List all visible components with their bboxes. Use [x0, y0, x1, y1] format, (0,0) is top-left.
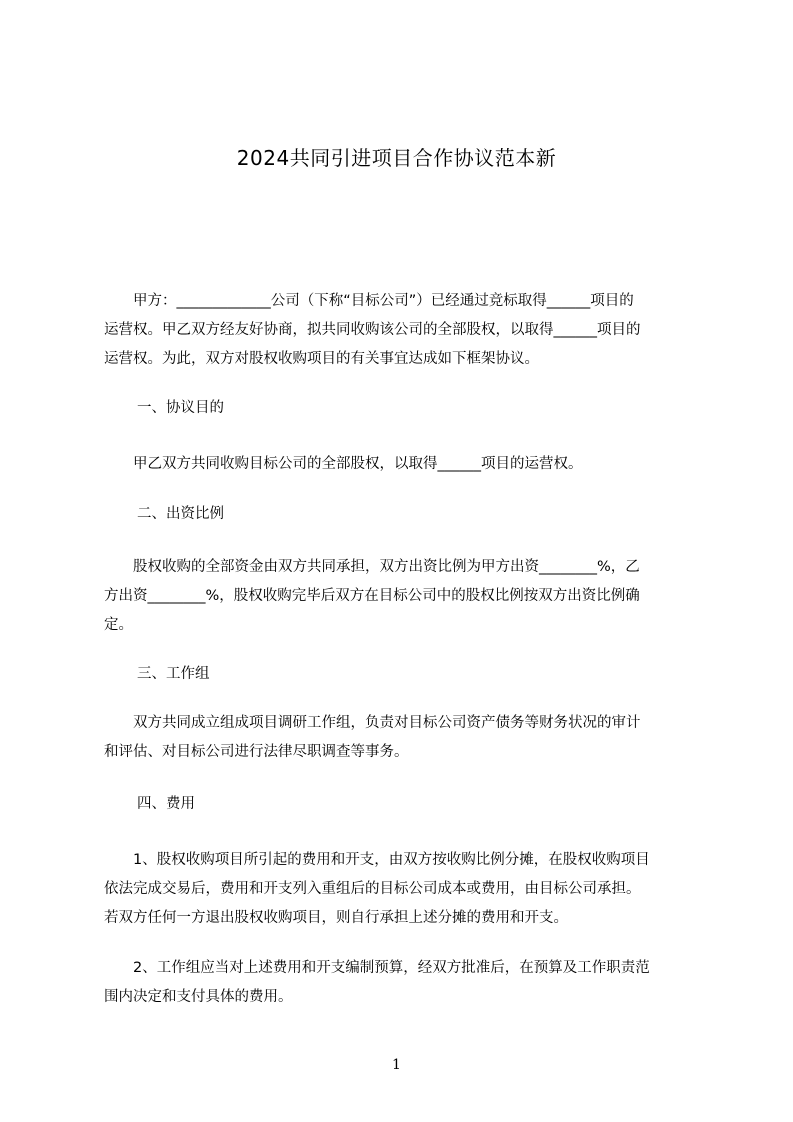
- section-paragraph: [104, 553, 699, 640]
- paragraph-line: 运营权。甲乙双方经友好协商，拟共同收购该公司的全部股权，以取得______项目的: [104, 322, 641, 338]
- page-number: 1: [392, 1057, 401, 1073]
- document-title: 2024共同引进项目合作协议范本新: [236, 146, 557, 170]
- paragraph-line: 定。: [104, 617, 133, 633]
- paragraph-line: 双方共同成立组成项目调研工作组，负责对目标公司资产债务等财务状况的审计: [104, 715, 641, 731]
- paragraph-line: 依法完成交易后，费用和开支列入重组后的目标公司成本或费用，由目标公司承担。: [104, 881, 641, 897]
- paragraph-line: 若双方任何一方退出股权收购项目，则自行承担上述分摊的费用和开支。: [104, 910, 568, 926]
- paragraph-line: 股权收购的全部资金由双方共同承担，双方出资比例为甲方出资________%，乙: [104, 559, 640, 575]
- section-heading: 二、出资比例: [137, 506, 224, 522]
- paragraph-line: 2、工作组应当对上述费用和开支编制预算，经双方批准后，在预算及工作职责范: [104, 960, 650, 976]
- section-heading: 一、协议目的: [137, 400, 224, 416]
- section-paragraph: [104, 450, 699, 479]
- section-paragraph: [104, 709, 699, 767]
- intro-paragraph: [104, 287, 699, 374]
- section-paragraph: [104, 954, 699, 1012]
- section-heading: 三、工作组: [137, 666, 210, 682]
- paragraph-line: 甲方：_____________公司（下称“目标公司”）已经通过竞标取得______项目的: [104, 293, 634, 309]
- paragraph-line: 甲乙双方共同收购目标公司的全部股权，以取得______项目的运营权。: [104, 456, 583, 472]
- paragraph-line: 运营权。为此，双方对股权收购项目的有关事宜达成如下框架协议。: [104, 351, 539, 367]
- section-heading: 四、费用: [137, 796, 195, 812]
- paragraph-line: 围内决定和支付具体的费用。: [104, 989, 293, 1005]
- paragraph-line: 方出资________%，股权收购完毕后双方在目标公司中的股权比例按双方出资比例确: [104, 588, 640, 604]
- paragraph-line: 1、股权收购项目所引起的费用和开支，由双方按收购比例分摊，在股权收购项目: [104, 852, 650, 868]
- section-paragraph: [104, 846, 699, 933]
- paragraph-line: 和评估、对目标公司进行法律尽职调查等事务。: [104, 744, 409, 760]
